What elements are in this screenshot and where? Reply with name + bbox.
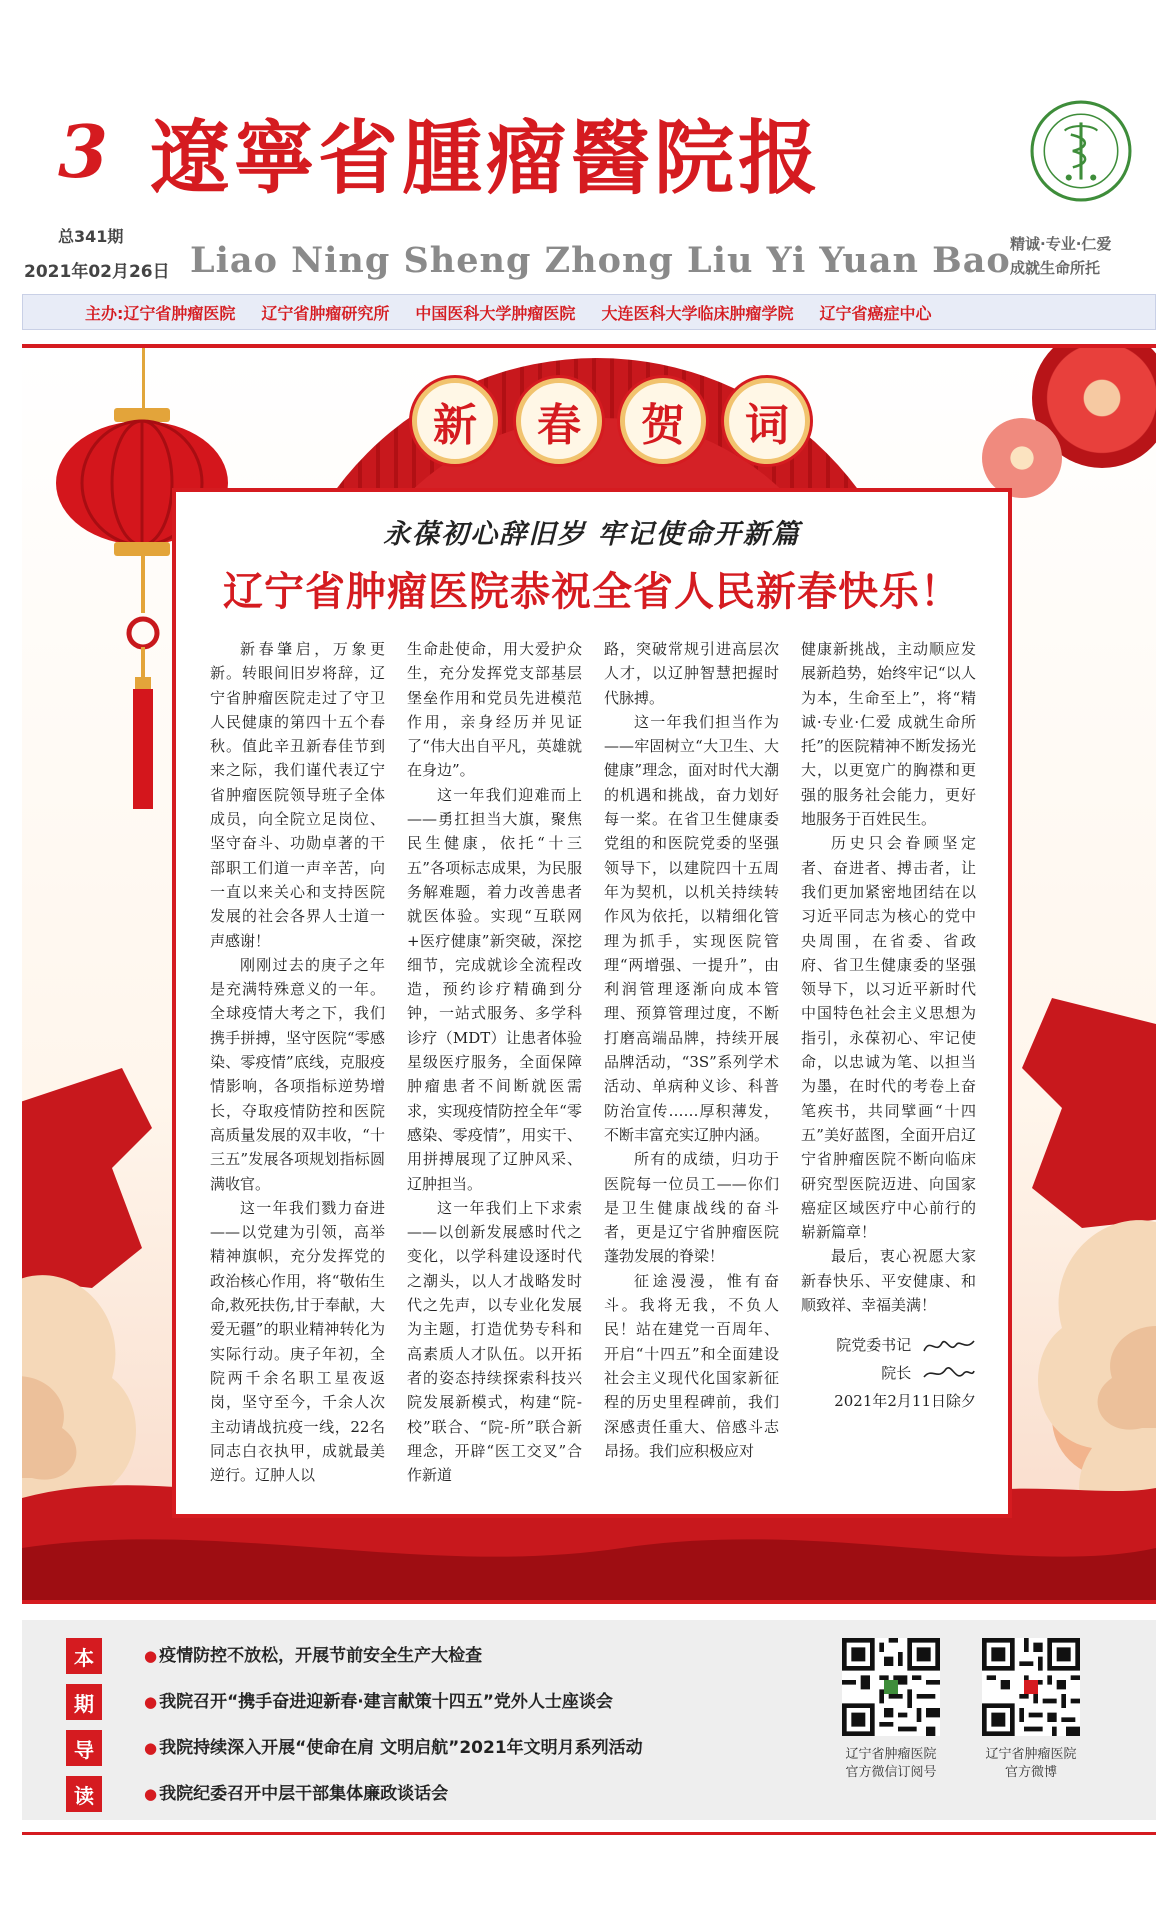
- guide-list: [144, 1642, 643, 1808]
- qr-caption-line: 官方微信订阅号: [845, 1765, 937, 1780]
- sponsor-item: 大连医科大学临床肿瘤学院: [601, 303, 794, 323]
- article-paragraph: 这一年我们戮力奋进——以党建为引领，高举精神旗帜，充分发挥党的政治核心作用，将“敬佑生命,救死扶伤,甘于奉献，大爱无疆”的职业精神转化为实际行动。庚子年初，全院两千余名职工星夜返岗，坚守至今，千余人次主动请战抗疫一线，22名同志白衣执甲，成就最美逆行。辽肿人以: [210, 1198, 385, 1485]
- article-paragraph: 最后，衷心祝愿大家新春快乐、平安健康、和顺致祥、幸福美满！: [801, 1247, 976, 1315]
- guide-item[interactable]: ● 我院持续深入开展“使命在肩 文明启航”2021年文明月系列活动: [144, 1734, 643, 1762]
- sponsor-bar: [22, 294, 1156, 330]
- handwritten-signature-icon: [922, 1335, 976, 1357]
- article-paragraph: 生命赴使命，用大爱护众生，充分发挥党支部基层堡垒作用和党员先进模范作用，亲身经历并见证了“伟大出自平凡，英雄就在身边”。: [407, 640, 582, 780]
- guide-item[interactable]: ● 疫情防控不放松，开展节前安全生产大检查: [144, 1642, 643, 1670]
- article-paragraph: 这一年我们迎难而上——勇扛担当大旗，聚焦民生健康，依托“十三五”各项标志成果，为民服务解难题，着力改善患者就医体验。实现“互联网+医疗健康”新突破，深挖细节，完成就诊全流程改造，预约诊疗精确到分钟，一站式服务、多学科诊疗（MDT）让患者体验星级医疗服务，全面保障肿瘤患者不间断就医需求，实现疫情防控全年“零感染、零疫情”，用实干、用拼搏展现了辽肿风采、辽肿担当。: [407, 785, 582, 1193]
- wechat-qr-caption: [821, 1746, 961, 1782]
- article-paragraph: 这一年我们担当作为——牢固树立“大卫生、大健康”理念，面对时代大潮的机遇和挑战，奋力划好每一桨。在省卫生健康委党组的和医院党委的坚强领导下，以建院四十五周年为契机，以机关持续转作风为依托，以精细化管理为抓手，实现医院管理“两增强、一提升”，由利润管理逐渐向成本管理、预算管理过度，不断打磨高端品牌，持续开展品牌活动，“3S”系列学术活动、单病种义诊、科普防治宣传……厚积薄发，不断丰富充实辽肿内涵。: [604, 712, 779, 1144]
- handwritten-signature-icon: [922, 1363, 976, 1385]
- signature-date: 2021年2月11日除夕: [834, 1392, 976, 1411]
- divider-line: [22, 1600, 1156, 1604]
- sponsor-label: 主办:辽宁省肿瘤医院: [85, 303, 236, 323]
- guide-tag: 期: [66, 1684, 102, 1720]
- article-subheadline: 永葆初心辞旧岁 牢记使命开新篇: [383, 519, 801, 550]
- greeting-badges: [412, 378, 810, 464]
- article-headline: 辽宁省肿瘤医院恭祝全省人民新春快乐！: [223, 569, 961, 615]
- guide-item[interactable]: ● 我院召开“携手奋进迎新春·建言献策十四五”党外人士座谈会: [144, 1688, 643, 1716]
- title-pinyin: Liao Ning Sheng Zhong Liu Yi Yuan Bao: [190, 240, 1011, 281]
- newspaper-title: 遼寧省腫瘤醫院报: [150, 111, 822, 205]
- guide-tag: 读: [66, 1776, 102, 1812]
- greeting-article: [172, 488, 1012, 1518]
- lantern-tassel-icon: [125, 553, 161, 813]
- article-paragraph: 健康新挑战，主动顺应发展新趋势，始终牢记“以人为本，生命至上”，将“精诚·专业·仁爱 成就生命所托”的医院精神不断发扬光大，以更宽广的胸襟和更强的服务社会能力，更好地服务于百姓民生。: [801, 640, 976, 829]
- article-paragraph: 征途漫漫，惟有奋斗。我将无我，不负人民！站在建党一百周年、开启“十四五”和全面建设社会主义现代化国家新征程的历史里程碑前，我们深感责任重大、倍感斗志昂扬。我们应积极应对: [604, 1271, 779, 1460]
- signature-secretary-title: 院党委书记: [836, 1336, 912, 1355]
- article-column-3: [604, 637, 779, 1507]
- article-paragraph: 所有的成绩，归功于医院每一位员工——你们是卫生健康战线的奋斗者，更是辽宁省肿瘤医院蓬勃发展的脊梁！: [604, 1150, 779, 1266]
- greeting-badge: 贺: [620, 378, 706, 464]
- issue-total: 总341期: [58, 227, 124, 246]
- weibo-qr-caption: [961, 1746, 1101, 1782]
- greeting-badge: 新: [412, 378, 498, 464]
- article-columns: [210, 637, 982, 1507]
- weibo-qr-code-icon[interactable]: [982, 1638, 1080, 1736]
- page-number: 3: [58, 109, 109, 194]
- article-column-4: [801, 637, 976, 1507]
- motto-line-1: 精诚·专业·仁爱: [1010, 235, 1112, 253]
- greeting-badge: 春: [516, 378, 602, 464]
- qr-caption-line: 辽宁省肿瘤医院: [845, 1747, 937, 1762]
- motto-line-2: 成就生命所托: [1010, 259, 1101, 277]
- signature-president-title: 院长: [881, 1364, 912, 1383]
- guide-tags: [66, 1638, 102, 1812]
- hospital-motto: [1010, 232, 1111, 280]
- wechat-qr-code-icon[interactable]: [842, 1638, 940, 1736]
- qr-caption-line: 辽宁省肿瘤医院: [985, 1747, 1077, 1762]
- guide-tag: 本: [66, 1638, 102, 1674]
- issue-guide: [22, 1620, 1156, 1820]
- hospital-logo-icon: [1030, 100, 1132, 202]
- article-paragraph: 刚刚过去的庚子之年是充满特殊意义的一年。全球疫情大考之下，我们携手拼搏，坚守医院“零感染、零疫情”底线，克服疫情影响，各项指标逆势增长，夺取疫情防控和医院高质量发展的双丰收，“十三五”发展各项规划指标圆满收官。: [210, 955, 385, 1193]
- sponsor-item: 中国医科大学肿瘤医院: [415, 303, 576, 323]
- article-signature: [801, 1331, 976, 1415]
- guide-item[interactable]: ● 我院纪委召开中层干部集体廉政谈话会: [144, 1780, 643, 1808]
- article-column-1: [210, 637, 385, 1507]
- article-paragraph: 新春肇启，万象更新。转眼间旧岁将辞，辽宁省肿瘤医院走过了守卫人民健康的第四十五个春秋。值此辛丑新春佳节到来之际，我们谨代表辽宁省肿瘤医院领导班子全体成员，向全院立足岗位、坚守奋斗、功勋卓著的干部职工们道一声辛苦，向一直以来关心和支持医院发展的社会各界人士道一声感谢！: [210, 640, 385, 950]
- article-column-2: [407, 637, 582, 1507]
- qr-caption-line: 官方微博: [1004, 1765, 1057, 1780]
- issue-date: 2021年02月26日: [24, 262, 170, 282]
- article-paragraph: 历史只会眷顾坚定者、奋进者、搏击者，让我们更加紧密地团结在以习近平同志为核心的党中央周围，在省委、省政府、省卫生健康委的坚强领导下，以习近平新时代中国特色社会主义思想为指引，永葆初心、牢记使命，以忠诚为笔、以担当为墨，在时代的考卷上奋笔疾书，共同擘画“十四五”美好蓝图，全面开启辽宁省肿瘤医院不断向临床研究型医院迈进、向国家癌症区域医疗中心前行的崭新篇章！: [801, 834, 976, 1242]
- new-year-greeting-panel: [22, 348, 1156, 1600]
- article-paragraph: 路，突破常规引进高层次人才，以辽肿智慧把握时代脉搏。: [604, 640, 779, 707]
- greeting-badge: 词: [724, 378, 810, 464]
- article-paragraph: 这一年我们上下求索——以创新发展感时代之变化，以学科建设逐时代之潮头，以人才战略发时代之先声，以专业化发展为主题，打造优势专科和高素质人才队伍。以开拓者的姿态持续探索科技兴院发展新模式，构建“院-校”联合、“院-所”联合新理念，开辟“医工交叉”合作新道: [407, 1198, 582, 1485]
- sponsor-item: 辽宁省癌症中心: [819, 303, 932, 323]
- flower-decoration-icon: [982, 418, 1062, 498]
- sponsor-item: 辽宁省肿瘤研究所: [261, 303, 390, 323]
- guide-tag: 导: [66, 1730, 102, 1766]
- footer-divider: [22, 1832, 1156, 1835]
- masthead: [0, 0, 1176, 340]
